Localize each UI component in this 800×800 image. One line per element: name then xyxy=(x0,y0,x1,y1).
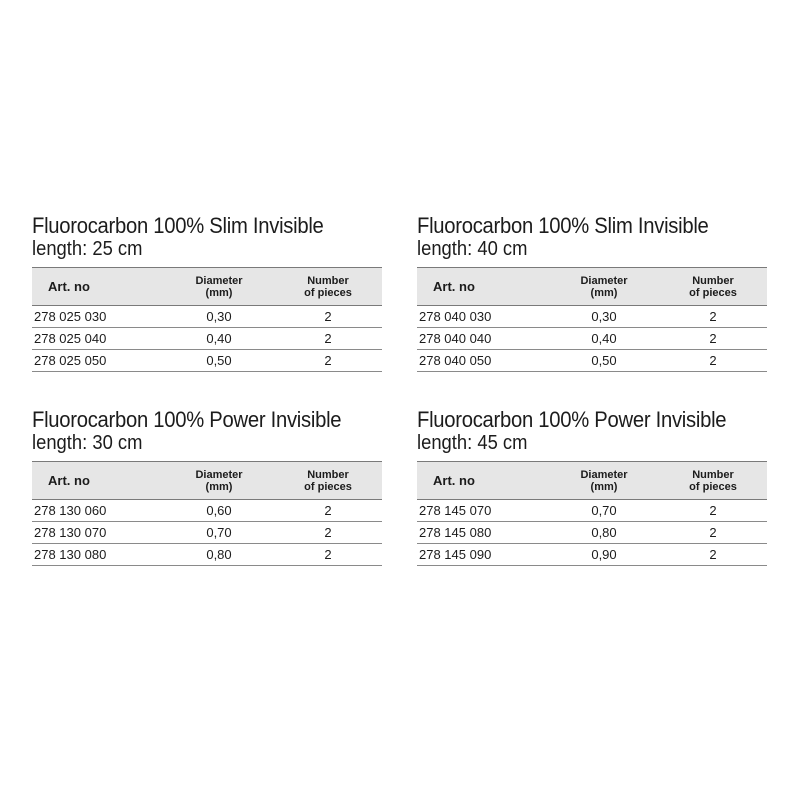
spec-table xyxy=(417,461,767,566)
panel-length: length: 45 cm xyxy=(417,432,528,454)
cell-art-no: 278 145 090 xyxy=(417,544,549,566)
table-row xyxy=(417,500,767,522)
cell-art-no: 278 130 080 xyxy=(32,544,164,566)
cell-diameter: 0,60 xyxy=(164,500,274,522)
table-header xyxy=(417,462,767,500)
table-header xyxy=(417,268,767,306)
table-row xyxy=(32,350,382,372)
header-pieces: Number of pieces xyxy=(659,268,767,306)
cell-art-no: 278 145 080 xyxy=(417,522,549,544)
header-pieces: Number of pieces xyxy=(274,268,382,306)
cell-pieces: 2 xyxy=(274,522,382,544)
header-art-no: Art. no xyxy=(417,268,549,306)
cell-diameter: 0,50 xyxy=(549,350,659,372)
panel-title: Fluorocarbon 100% Power Invisible xyxy=(417,407,727,432)
cell-art-no: 278 040 030 xyxy=(417,306,549,328)
header-pieces: Number of pieces xyxy=(274,462,382,500)
cell-pieces: 2 xyxy=(274,500,382,522)
cell-art-no: 278 040 040 xyxy=(417,328,549,350)
cell-diameter: 0,80 xyxy=(164,544,274,566)
cell-diameter: 0,90 xyxy=(549,544,659,566)
cell-art-no: 278 025 050 xyxy=(32,350,164,372)
spec-panel-slim-25cm xyxy=(32,214,382,372)
cell-art-no: 278 025 040 xyxy=(32,328,164,350)
table-row xyxy=(32,306,382,328)
cell-pieces: 2 xyxy=(659,306,767,328)
table-row xyxy=(417,328,767,350)
cell-art-no: 278 130 060 xyxy=(32,500,164,522)
table-row xyxy=(32,328,382,350)
cell-art-no: 278 040 050 xyxy=(417,350,549,372)
cell-pieces: 2 xyxy=(274,350,382,372)
header-art-no: Art. no xyxy=(417,462,549,500)
cell-pieces: 2 xyxy=(659,500,767,522)
cell-diameter: 0,30 xyxy=(549,306,659,328)
table-row xyxy=(417,350,767,372)
cell-diameter: 0,50 xyxy=(164,350,274,372)
panel-title: Fluorocarbon 100% Power Invisible xyxy=(32,407,342,432)
cell-pieces: 2 xyxy=(659,328,767,350)
cell-diameter: 0,70 xyxy=(164,522,274,544)
spec-table xyxy=(417,267,767,372)
spec-panel-slim-40cm xyxy=(417,214,767,372)
cell-pieces: 2 xyxy=(274,544,382,566)
cell-diameter: 0,30 xyxy=(164,306,274,328)
cell-art-no: 278 145 070 xyxy=(417,500,549,522)
cell-diameter: 0,80 xyxy=(549,522,659,544)
header-pieces: Number of pieces xyxy=(659,462,767,500)
cell-art-no: 278 130 070 xyxy=(32,522,164,544)
spec-table xyxy=(32,461,382,566)
panel-title: Fluorocarbon 100% Slim Invisible xyxy=(417,213,709,238)
panel-length: length: 25 cm xyxy=(32,238,143,260)
cell-pieces: 2 xyxy=(659,350,767,372)
table-row xyxy=(417,306,767,328)
header-diameter: Diameter (mm) xyxy=(164,462,274,500)
cell-art-no: 278 025 030 xyxy=(32,306,164,328)
panel-title: Fluorocarbon 100% Slim Invisible xyxy=(32,213,324,238)
cell-pieces: 2 xyxy=(274,306,382,328)
cell-diameter: 0,40 xyxy=(164,328,274,350)
header-art-no: Art. no xyxy=(32,268,164,306)
cell-diameter: 0,40 xyxy=(549,328,659,350)
spec-panel-power-30cm xyxy=(32,408,382,566)
header-art-no: Art. no xyxy=(32,462,164,500)
table-row xyxy=(417,544,767,566)
cell-pieces: 2 xyxy=(274,328,382,350)
panel-length: length: 30 cm xyxy=(32,432,143,454)
cell-diameter: 0,70 xyxy=(549,500,659,522)
table-row xyxy=(32,522,382,544)
table-row xyxy=(32,544,382,566)
table-row xyxy=(417,522,767,544)
panel-length: length: 40 cm xyxy=(417,238,528,260)
spec-panel-power-45cm xyxy=(417,408,767,566)
spec-table xyxy=(32,267,382,372)
cell-pieces: 2 xyxy=(659,522,767,544)
table-row xyxy=(32,500,382,522)
cell-pieces: 2 xyxy=(659,544,767,566)
header-diameter: Diameter (mm) xyxy=(549,268,659,306)
table-header xyxy=(32,268,382,306)
table-header xyxy=(32,462,382,500)
header-diameter: Diameter (mm) xyxy=(164,268,274,306)
header-diameter: Diameter (mm) xyxy=(549,462,659,500)
